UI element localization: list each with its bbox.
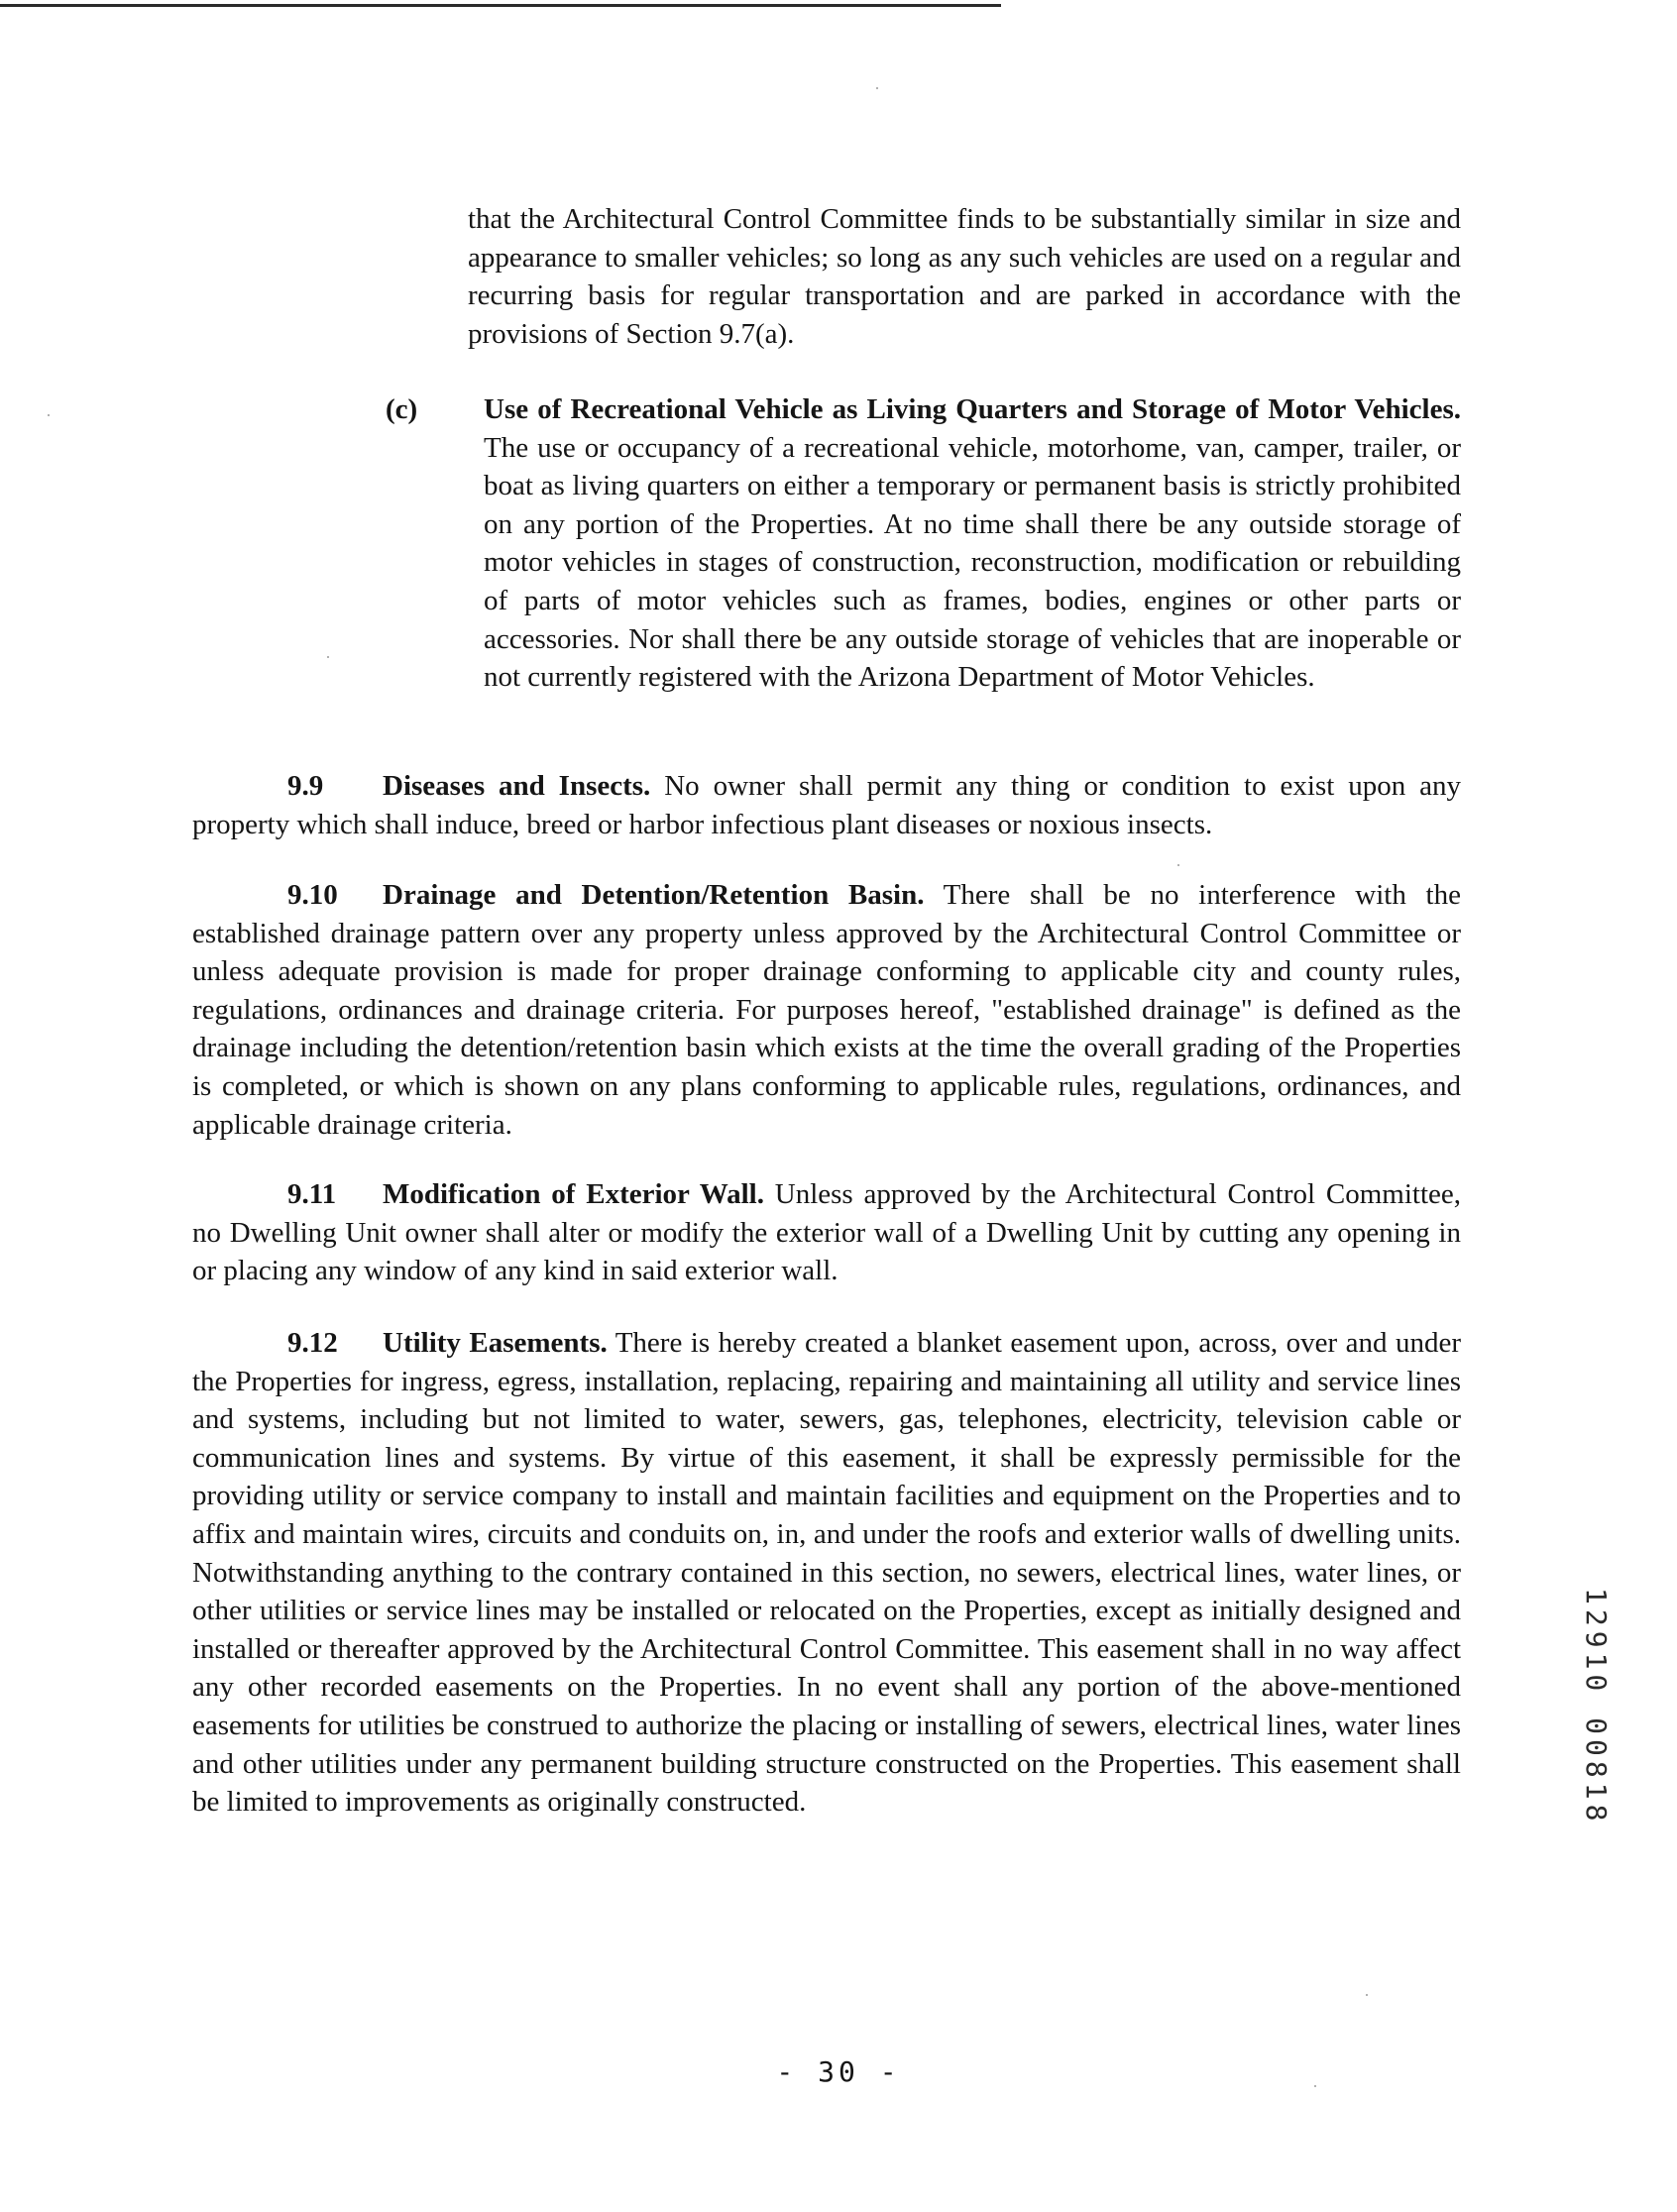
section-heading: Drainage and Detention/Retention Basin. [383,879,925,911]
scan-speck [1177,864,1179,866]
recording-stamp-text: 12910 00818 [1580,1588,1613,1826]
section-body: There is hereby created a blanket easement upon, across, over and under the Properties for ingress, egress, installation, replacing, repairing and maintaining all utility and service lines and systems, including but not limited to water, sewers, gas, telephones, electricity, television cable or communication lines and systems. By virtue of this easement, it shall be expressly permissible for the providing utility or service company to install and maintain facilities and equipment on the Properties and to affix and maintain wires, circuits and conduits on, in, and under the roofs and exterior walls of dwelling units. Notwithstanding anything to the contrary contained in this section, no sewers, electrical lines, water lines, or other utilities or service lines may be installed or relocated on the Properties, except as initially designed and installed or thereafter approved by the Architectural Control Committee. This easement shall in no way affect any other recorded easements on the Properties. In no event shall any portion of the above-mentioned easements for utilities be construed to authorize the placing or installing of sewers, electrical lines, water lines and other utilities under any permanent building structure constructed on the Properties. This easement shall be limited to improvements as originally constructed. [192,1327,1461,1819]
section-9-11 [192,1175,1461,1290]
section-heading: Diseases and Insects. [383,770,651,802]
continuation-paragraph [468,200,1461,353]
section-number: 9.10 [287,879,338,911]
section-9-10 [192,876,1461,1144]
scan-top-edge [0,4,1001,7]
scan-speck [1366,1994,1368,1996]
section-9-9 [192,767,1461,843]
subsection-c-marker: (c) [386,393,418,425]
subsection-c-paragraph [484,390,1461,697]
scan-speck [876,87,878,89]
section-number: 9.9 [287,770,324,802]
page-number: - 30 - [776,2055,901,2088]
section-heading: Utility Easements. [383,1327,608,1359]
section-body: No owner shall permit any thing or condition to exist upon any property which shall induce, breed or harbor infectious plant diseases or noxious insects. [192,770,1461,840]
section-body: Unless approved by the Architectural Control Committee, no Dwelling Unit owner shall alter or modify the exterior wall of a Dwelling Unit by cutting any opening in or placing any window of any kind in said exterior wall. [192,1178,1462,1287]
section-body: There shall be no interference with the established drainage pattern over any property unless approved by the Architectural Control Committee or unless adequate provision is made for proper drainage conforming to applicable city and county rules, regulations, ordinances and drainage criteria. For purposes hereof, "established drainage" is defined as the drainage including the detention/retention basin which exists at the time the overall grading of the Properties is completed, or which is shown on any plans conforming to applicable rules, regulations, ordinances, and applicable drainage criteria. [192,879,1461,1141]
continuation-text: that the Architectural Control Committee finds to be substantially similar in size and appearance to smaller vehicles; so long as any such vehicles are used on a regular and recurring basis for regular transportation and are parked in accordance with the provisions of Section 9.7(a). [468,203,1461,350]
subsection-c-body: The use or occupancy of a recreational vehicle, motorhome, van, camper, trailer, or boat as living quarters on either a temporary or permanent basis is strictly prohibited on any portion of the Properties. At no time shall there be any outside storage of motor vehicles in stages of construction, reconstruction, modification or rebuilding of parts of motor vehicles such as frames, bodies, engines or other parts or accessories. Nor shall there be any outside storage of vehicles that are inoperable or not currently registered with the Arizona Department of Motor Vehicles. [484,431,1461,694]
subsection-c-heading: Use of Recreational Vehicle as Living Quarters and Storage of Motor Vehicles. [484,393,1461,425]
section-number: 9.12 [287,1327,338,1359]
scan-speck [1314,2085,1316,2087]
section-heading: Modification of Exterior Wall. [383,1178,764,1210]
section-number: 9.11 [287,1178,337,1210]
section-9-12 [192,1324,1461,1822]
scan-speck [48,414,50,416]
scan-speck [327,656,329,658]
recording-stamp [1574,1588,1618,1855]
